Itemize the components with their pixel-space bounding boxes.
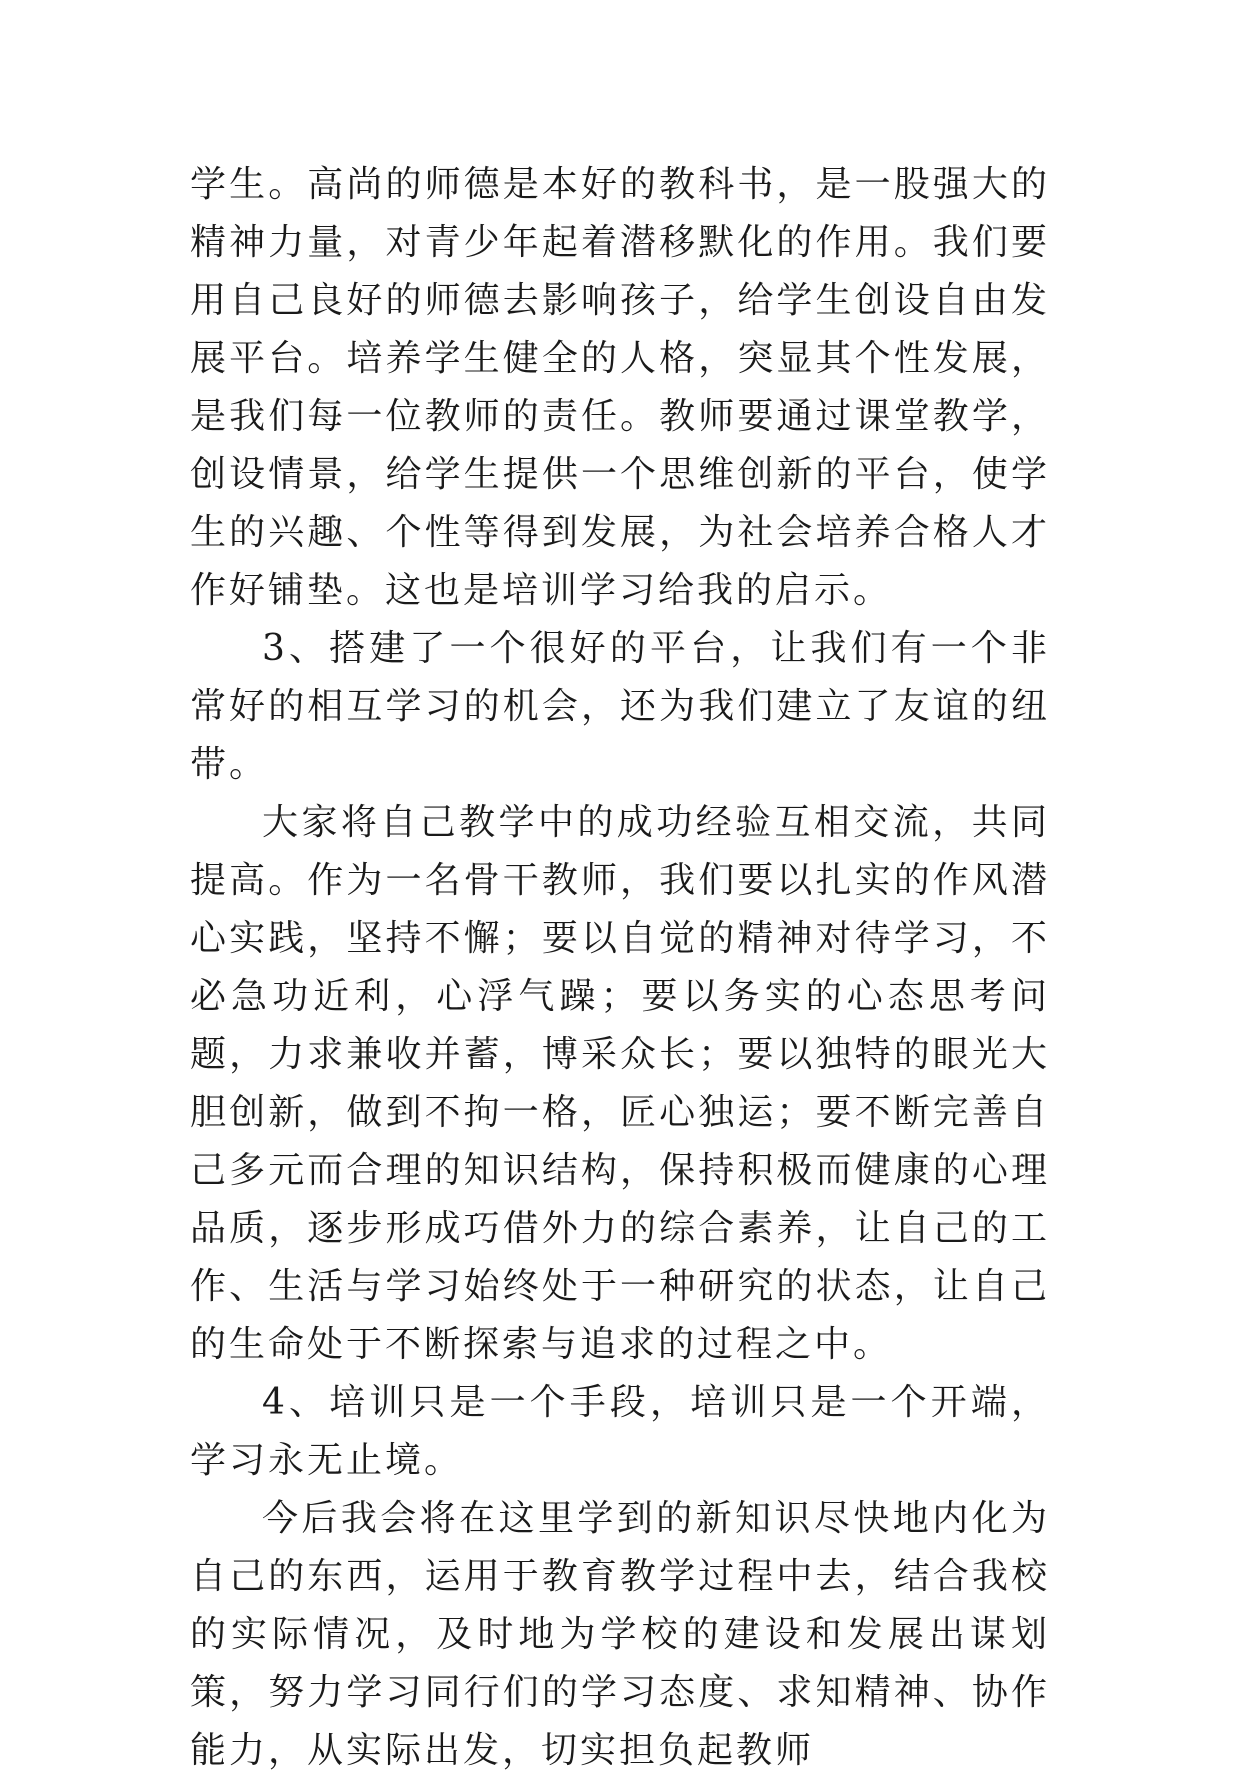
paragraph-teacher-ethics: 学生。高尚的师德是本好的教科书，是一股强大的精神力量，对青少年起着潜移默化的作用。我们要用自己良好的师德去影响孩子，给学生创设自由发展平台。培养学生健全的人格，突显其个性发展，是我们每一位教师的责任。教师要通过课堂教学，创设情景，给学生提供一个思维创新的平台，使学生的兴趣、个性等得到发展，为社会培养合格人才作好铺垫。这也是培训学习给我的启示。 <box>190 164 1050 611</box>
paragraph-future-plan: 今后我会将在这里学到的新知识尽快地内化为自己的东西，运用于教育教学过程中去，结合我校的实际情况，及时地为学校的建设和发展出谋划策，努力学习同行们的学习态度、求知精神、协作能力，从实际出发，切实担负起教师 <box>190 1498 1050 1771</box>
paragraph-point-4: 4、培训只是一个手段，培训只是一个开端，学习永无止境。 <box>190 1382 1050 1481</box>
paragraph-exchange-experience: 大家将自己教学中的成功经验互相交流，共同提高。作为一名骨干教师，我们要以扎实的作风潜心实践，坚持不懈；要以自觉的精神对待学习，不必急功近利，心浮气躁；要以务实的心态思考问题，力求兼收并蓄，博采众长；要以独特的眼光大胆创新，做到不拘一格，匠心独运；要不断完善自己多元而合理的知识结构，保持积极而健康的心理品质，逐步形成巧借外力的综合素养，让自己的工作、生活与学习始终处于一种研究的状态，让自己的生命处于不断探索与追求的过程之中。 <box>190 802 1050 1365</box>
paragraph-point-3: 3、搭建了一个很好的平台，让我们有一个非常好的相互学习的机会，还为我们建立了友谊的纽带。 <box>190 628 1050 785</box>
document-body <box>190 156 1050 1780</box>
